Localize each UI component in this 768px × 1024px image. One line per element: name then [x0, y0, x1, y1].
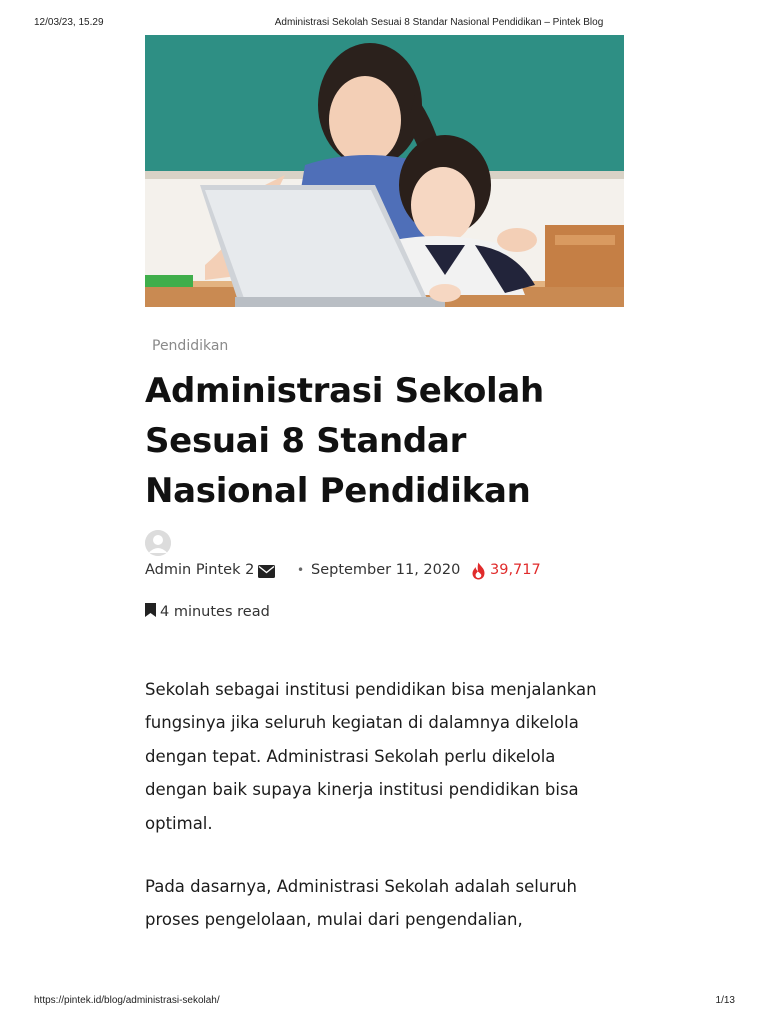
user-avatar-icon[interactable] [145, 530, 171, 556]
envelope-icon[interactable] [258, 565, 275, 582]
article-title: Administrasi Sekolah Sesuai 8 Standar Nasional Pendidikan [145, 371, 544, 511]
hero-image [145, 35, 624, 307]
article-paragraph: Pada dasarnya, Administrasi Sekolah adalah seluruh proses pengelolaan, mulai dari pengendalian, [145, 877, 577, 930]
print-url[interactable]: https://pintek.id/blog/administrasi-sekolah/ [34, 995, 220, 1006]
print-page-title: Administrasi Sekolah Sesuai 8 Standar Nasional Pendidikan – Pintek Blog [274, 17, 604, 28]
bookmark-icon [145, 603, 156, 621]
author-name[interactable]: Admin Pintek 2 [145, 562, 255, 578]
category-label[interactable]: Pendidikan [152, 338, 229, 354]
page-number: 1/13 [715, 995, 735, 1006]
view-count: 39,717 [490, 562, 541, 578]
publish-date: September 11, 2020 [311, 562, 461, 578]
article-paragraph: Sekolah sebagai institusi pendidikan bisa menjalankan fungsinya jika seluruh kegiatan di dalamnya dikelola dengan tepat. Administrasi Sekolah perlu dikelola dengan baik supaya kinerja institusi pendidikan bisa optimal. [145, 680, 597, 833]
separator-dot: • [297, 563, 305, 577]
read-time [145, 603, 270, 621]
fire-icon [471, 562, 486, 584]
read-time-label: 4 minutes read [160, 604, 270, 620]
print-header [0, 17, 768, 31]
print-datetime: 12/03/23, 15.29 [34, 17, 104, 28]
